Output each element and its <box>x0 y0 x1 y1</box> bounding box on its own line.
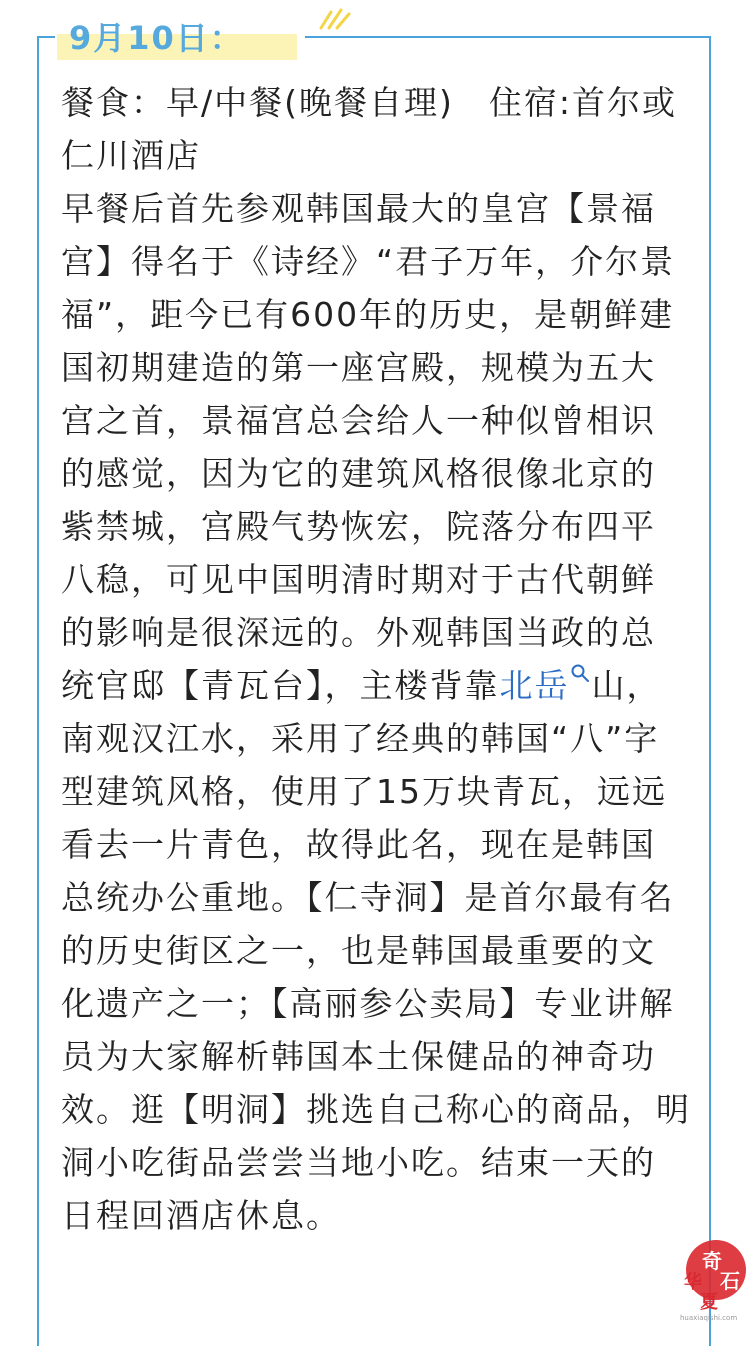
watermark-seal-logo <box>676 1228 750 1324</box>
text-line: 看去一片青色，故得此名，现在是韩国 <box>61 825 656 864</box>
svg-text:石: 石 <box>720 1269 740 1293</box>
search-icon[interactable] <box>570 663 592 685</box>
text-line: 南观汉江水，采用了经典的韩国“八”字 <box>61 719 660 758</box>
text-line: 员为大家解析韩国本土保健品的神奇功 <box>61 1037 656 1076</box>
text-line: 总统办公重地。【仁寺洞】是首尔最有名 <box>61 878 675 917</box>
svg-text:华: 华 <box>684 1272 702 1293</box>
text-line: 仁川酒店 <box>61 136 201 175</box>
date-heading <box>55 8 305 58</box>
text-line: 紫禁城，宫殿气势恢宏，院落分布四平 <box>61 507 656 546</box>
text-line: 的历史街区之一，也是韩国最重要的文 <box>61 931 656 970</box>
text-line: 国初期建造的第一座宫殿，规模为五大 <box>61 348 656 387</box>
itinerary-text <box>61 76 693 1242</box>
text-line: 化遗产之一；【高丽参公卖局】专业讲解 <box>61 984 675 1023</box>
text-line: 的影响是很深远的。外观韩国当政的总 <box>61 613 656 652</box>
svg-text:huaxiaqishi.com: huaxiaqishi.com <box>680 1314 738 1322</box>
svg-text:夏: 夏 <box>700 1292 718 1313</box>
text-line: 福”，距今已有600年的历史，是朝鲜建 <box>61 295 675 334</box>
text-line: 的感觉，因为它的建筑风格很像北京的 <box>61 454 656 493</box>
date-label: 9月10日： <box>69 19 244 57</box>
text-line: 洞小吃街品尝尝当地小吃。结束一天的 <box>61 1143 656 1182</box>
text-line: 型建筑风格，使用了15万块青瓦，远远 <box>61 772 667 811</box>
text-segment: 统官邸【青瓦台】，主楼背靠 <box>61 666 500 705</box>
svg-text:奇: 奇 <box>702 1249 722 1273</box>
text-line: 早餐后首先参观韩国最大的皇宫【景福 <box>61 189 656 228</box>
text-line-with-link <box>61 659 693 712</box>
search-link-beiyue[interactable]: 北岳 <box>499 666 570 705</box>
text-line: 宫】得名于《诗经》“君子万年，介尔景 <box>61 242 676 281</box>
text-segment: 山， <box>591 666 662 705</box>
text-line: 宫之首，景福宫总会给人一种似曾相识 <box>61 401 656 440</box>
text-line: 八稳，可见中国明清时期对于古代朝鲜 <box>61 560 656 599</box>
text-line: 餐食：早/中餐(晚餐自理) 住宿:首尔或 <box>61 83 677 122</box>
text-line: 效。逛【明洞】挑选自己称心的商品，明 <box>61 1090 691 1129</box>
text-line: 日程回酒店休息。 <box>61 1196 341 1235</box>
sparkle-icon <box>315 8 355 30</box>
